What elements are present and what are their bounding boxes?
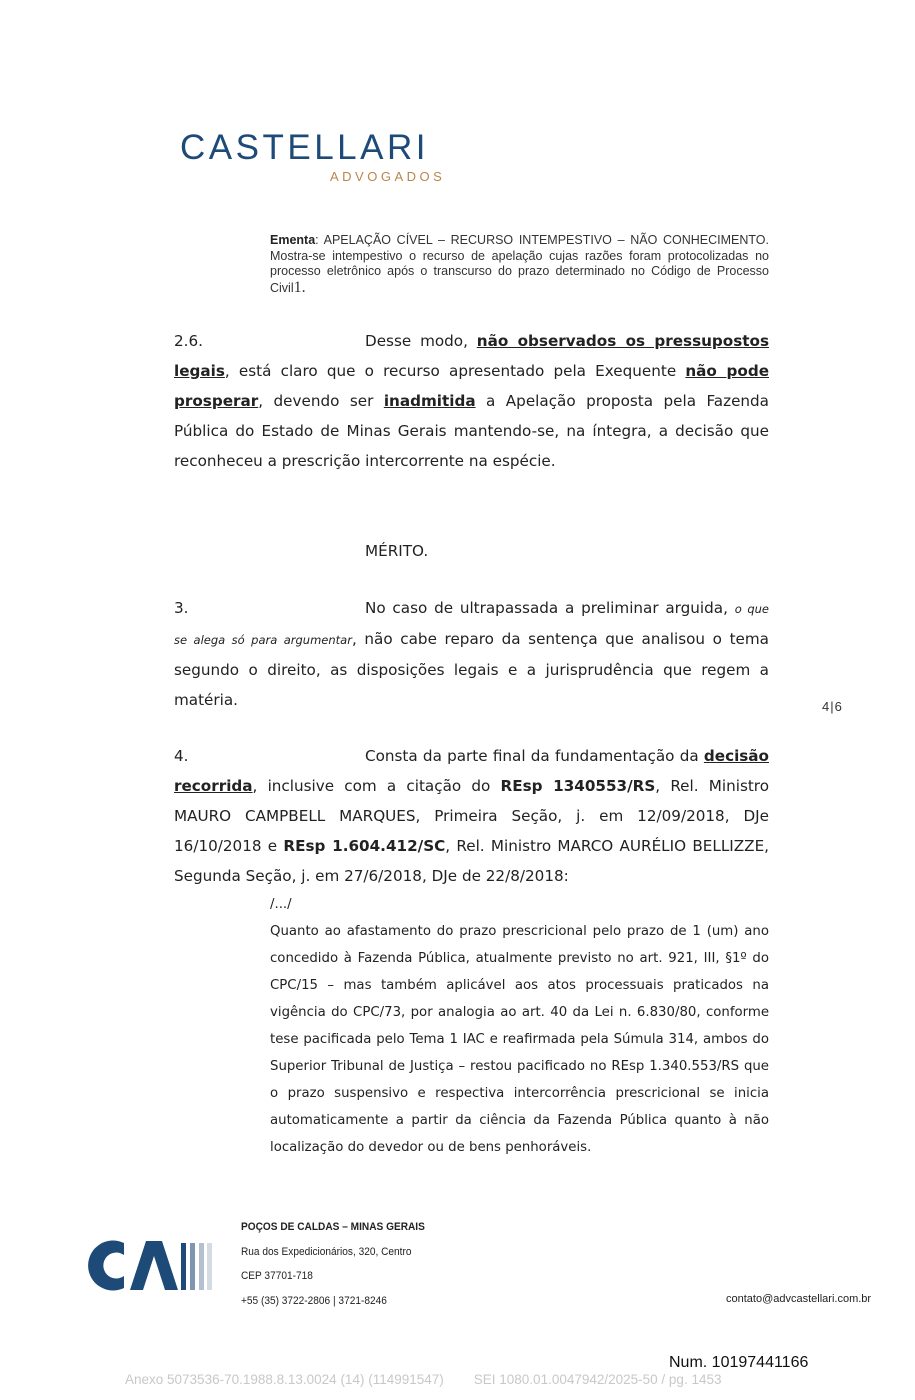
page-number: 4|6 (822, 699, 843, 714)
footer-address: Rua dos Expedicionários, 320, Centro (241, 1246, 412, 1258)
bold-run: REsp 1340553/RS (500, 777, 656, 795)
text-run: , está claro que o recurso apresentado pela Exequente (224, 362, 686, 380)
section-heading-merito: MÉRITO. (365, 542, 429, 560)
castellari-logo-tagline: ADVOGADOS (330, 169, 446, 184)
text-run: , não cabe reparo da sentença que analisou o tema segundo o direito, as disposições legais e a jurisprudência que regem a matéria. (174, 630, 769, 709)
paragraph-3 (174, 593, 769, 715)
footer-phone: +55 (35) 3722-2806 | 3721-8246 (241, 1295, 387, 1307)
castellari-logo-name: CASTELLARI (180, 128, 429, 167)
document-number: Num. 10197441166 (669, 1354, 809, 1371)
bold-run: REsp 1.604.412/SC (283, 837, 446, 855)
text-run: , inclusive com a citação do (252, 777, 501, 795)
ementa-block (270, 233, 769, 296)
text-run: No caso de ultrapassada a preliminar arguida, (365, 599, 735, 617)
emphasis-run: inadmitida (383, 392, 476, 410)
text-run: Consta da parte final da fundamentação da (365, 747, 704, 765)
paragraph-2-6 (174, 326, 769, 476)
footer-email: contato@advcastellari.com.br (726, 1293, 872, 1305)
paragraph-4 (174, 741, 769, 891)
annex-watermark: Anexo 5073536-70.1988.8.13.0024 (14) (114991547) SEI 1080.01.0047942/2025-50 / pg. 1453 (125, 1372, 722, 1387)
block-quote: Quanto ao afastamento do prazo prescricional pelo prazo de 1 (um) ano concedido à Fazenda Pública, atualmente previsto no art. 921, III, §1º do CPC/15 – mas também aplicável aos atos processuais praticados na vigência do CPC/73, por analogia ao art. 40 da Lei n. 6.830/80, conforme tese pacificada pelo Tema 1 IAC e reafirmada pela Súmula 314, ambos do Superior Tribunal de Justiça – restou pacificado no REsp 1.340.553/RS que o prazo suspensivo e respectiva intercorrência prescricional se inicia automaticamente a partir da ciência da Fazenda Pública quanto à não localização do devedor ou de bens penhoráveis. (270, 924, 769, 1155)
ementa-text: : APELAÇÃO CÍVEL – RECURSO INTEMPESTIVO – NÃO CONHECIMENTO. Mostra-se intempestivo o recurso de apelação cujas razões foram protocolizadas no processo eletrônico após o transcurso do prazo determinado no Código de Processo Civil (270, 233, 769, 295)
text-run: , Rel. Ministro MAURO CAMPBELL MARQUES, Primeira Seção, j. em 12/09/2018, DJe 16/10/2018 e (174, 777, 770, 855)
ementa-label: Ementa (270, 233, 316, 247)
paragraph-number: 2.6. (174, 332, 203, 350)
paragraph-number: 4. (174, 747, 189, 765)
emphasis-run: não pode prosperar (174, 362, 769, 410)
footer-city: POÇOS DE CALDAS – MINAS GERAIS (241, 1221, 425, 1233)
text-run: , devendo ser (258, 392, 384, 410)
paragraph-number: 3. (174, 599, 189, 617)
italic-run: o que se alega só para argumentar (174, 602, 770, 647)
text-run: a Apelação proposta pela Fazenda Pública do Estado de Minas Gerais mantendo-se, na íntegra, a decisão que reconheceu a prescrição intercorrente na espécie. (174, 392, 769, 470)
text-run: , Rel. Ministro MARCO AURÉLIO BELLIZZE, Segunda Seção, j. em 27/6/2018, DJe de 22/8/2018: (174, 837, 769, 885)
emphasis-run: decisão recorrida (174, 747, 769, 795)
ementa-footnote: 1. (293, 278, 306, 296)
ca-monogram-logo (78, 1238, 212, 1293)
quote-ellipsis: /.../ (270, 897, 292, 912)
emphasis-run: não observados os pressupostos legais (174, 332, 770, 380)
text-run: Desse modo, (365, 332, 477, 350)
footer-cep: CEP 37701-718 (241, 1270, 313, 1282)
